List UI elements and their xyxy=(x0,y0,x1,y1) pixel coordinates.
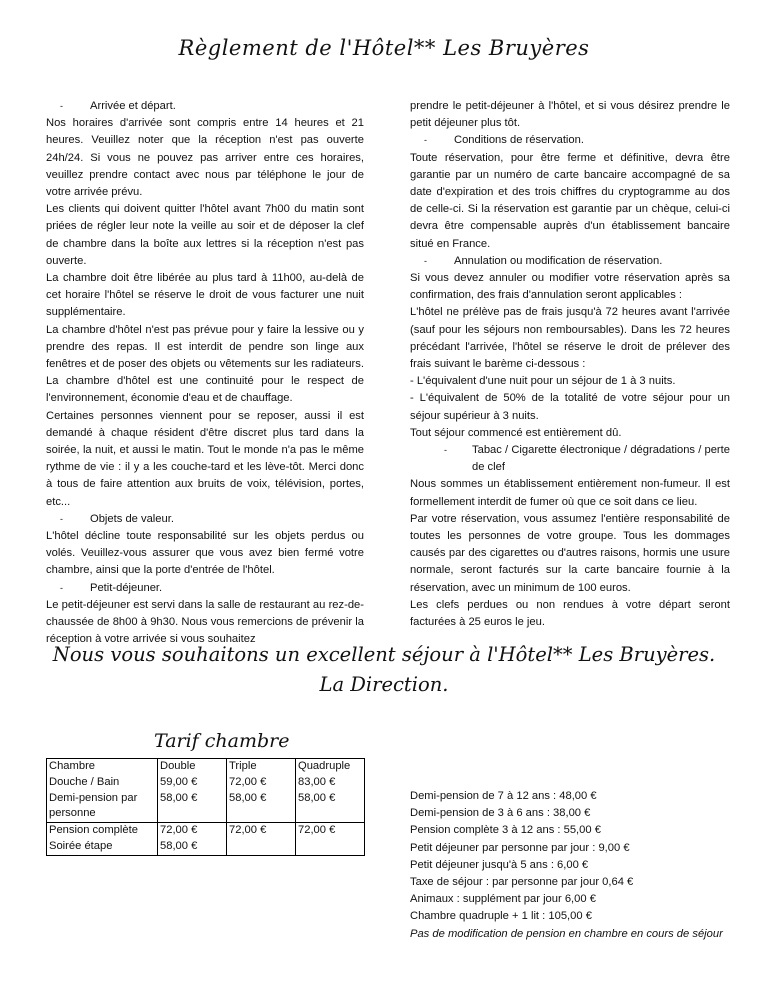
cell-line: 58,00 € xyxy=(160,839,198,852)
bullet-marker: - xyxy=(60,101,63,111)
table-cell xyxy=(296,759,365,823)
left-paragraph: L'hôtel décline toute responsabilité sur les objets perdus ou volés. Veuillez-vous assurer que vous avez bien fermé votre chambre, ainsi que la porte d'entrée de l'hôtel. xyxy=(46,530,364,577)
price-line: Chambre quadruple + 1 lit : 105,00 € xyxy=(410,910,592,923)
right-section-heading xyxy=(410,253,730,270)
right-paragraph: Si vous devez annuler ou modifier votre réservation après sa confirmation, des frais d'annulation seront applicables : xyxy=(410,272,730,302)
cell-line: 58,00 € xyxy=(229,791,267,804)
table-row xyxy=(47,823,365,856)
cell-line: 58,00 € xyxy=(160,791,198,804)
table-cell xyxy=(158,759,227,823)
cell-line: personne xyxy=(49,807,96,820)
cell-line: Pension complète xyxy=(49,824,138,837)
section-heading-text: Petit-déjeuner. xyxy=(90,581,163,594)
left-paragraph: Les clients qui doivent quitter l'hôtel avant 7h00 du matin sont priées de régler leur note la veille au soir et de déposer la clef de chambre dans la boîte aux lettres si la réception n'est pas ouverte. xyxy=(46,203,364,267)
closing-signature: La Direction. xyxy=(319,673,449,696)
price-line: Taxe de séjour : par personne par jour 0,64 € xyxy=(410,876,634,889)
bullet-marker: - xyxy=(60,582,63,593)
table-cell xyxy=(227,759,296,823)
tarif-title: Tarif chambre xyxy=(154,730,290,752)
left-paragraph: La chambre d'hôtel n'est pas prévue pour y faire la lessive ou y prendre des repas. Il est interdit de pendre son linge aux fenêtres et de poser des objets ou vêtements sur les radiateurs. La chambre d'hôtel est une continuité pour le respect de l'environnement, économie d'eau et de chauffage. xyxy=(46,323,364,405)
bullet-marker: - xyxy=(424,135,427,146)
section-heading-text: Conditions de réservation. xyxy=(454,134,584,147)
right-paragraph: L'hôtel ne prélève pas de frais jusqu'à 72 heures avant l'arrivée (sauf pour les séjours non remboursables). Dans les 72 heures précédant l'arrivée, l'hôtel se réserve le droit de prélever des frais suivant le barème ci-dessous : xyxy=(410,306,730,371)
right-paragraph: prendre le petit-déjeuner à l'hôtel, et si vous désirez prendre le petit déjeuner plus tôt. xyxy=(410,100,730,130)
cell-line: 58,00 € xyxy=(298,791,336,804)
pension-note: Pas de modification de pension en chambre en cours de séjour xyxy=(410,927,723,940)
cell-line: Chambre xyxy=(49,760,96,772)
right-paragraph: Nous sommes un établissement entièrement non-fumeur. Il est formellement interdit de fumer où que ce soit dans ce lieu. xyxy=(410,478,730,508)
cell-line: Triple xyxy=(229,760,257,772)
table-cell xyxy=(296,823,365,856)
section-heading-text: Arrivée et départ. xyxy=(90,100,176,112)
cell-line: 83,00 € xyxy=(298,775,336,788)
section-heading-text: Objets de valeur. xyxy=(90,512,174,525)
table-cell xyxy=(47,823,158,856)
price-line: Animaux : supplément par jour 6,00 € xyxy=(410,893,596,906)
left-paragraph: Certaines personnes viennent pour se reposer, aussi il est demandé à chaque résident d'être discret plus tard dans la soirée, la nuit, et aussi le matin. Tout le monde n'a pas le même rythme de vie : il y a les couche-tard et les lève-tôt. Merci donc à tous de faire attention aux bruits de voix, télévision, portes, etc... xyxy=(46,409,364,508)
left-section-heading xyxy=(46,98,364,115)
cell-line: 72,00 € xyxy=(298,824,336,837)
right-paragraph: Toute réservation, pour être ferme et définitive, devra être garantie par un numéro de carte bancaire accompagné de sa date d'expiration et des trois chiffres du cryptogramme au dos de celle-ci. Si la réservation est garantie par un chèque, celui-ci devra être compensable auprès d'un établissement bancaire situé en France. xyxy=(410,151,730,250)
left-section-heading xyxy=(46,580,364,597)
right-paragraph: Tout séjour commencé est entièrement dû. xyxy=(410,426,622,439)
section-heading-text: Annulation ou modification de réservation. xyxy=(454,254,663,267)
cell-line: Douche / Bain xyxy=(49,775,120,788)
section-heading-text: Tabac / Cigarette électronique / dégradations / perte de clef xyxy=(472,444,730,474)
left-paragraph: Nos horaires d'arrivée sont compris entre 14 heures et 21 heures. Veuillez noter que la réception n'est pas ouverte 24h/24. Si vous ne pouvez pas arriver entre ces horaires, veuillez prendre contact avec nous par téléphone le jour de votre arrivée prévu. xyxy=(46,117,364,199)
table-cell xyxy=(158,823,227,856)
closing-message xyxy=(0,640,768,700)
page-title: Règlement de l'Hôtel** Les Bruyères xyxy=(178,36,590,60)
cell-line: 72,00 € xyxy=(229,824,267,837)
right-paragraph: Les clefs perdues ou non rendues à votre départ seront facturées à 25 euros le jeu. xyxy=(410,598,730,629)
price-line: Demi-pension de 3 à 6 ans : 38,00 € xyxy=(410,807,591,820)
table-row xyxy=(47,759,365,823)
cell-line: Demi-pension par xyxy=(49,791,138,804)
price-line: Petit déjeuner par personne par jour : 9,00 € xyxy=(410,841,630,854)
right-paragraph: Par votre réservation, vous assumez l'entière responsabilité de toutes les personnes de votre groupe. Tous les dommages causés par des cigarettes ou d'autres raisons, hormis une usure normale, seront facturés sur la carte bancaire fournie à la réservation, avec un minimum de 100 euros. xyxy=(410,512,730,594)
cell-line: Quadruple xyxy=(298,760,351,772)
right-paragraph: - L'équivalent de 50% de la totalité de votre séjour pour un séjour supérieur à 3 nuits. xyxy=(410,392,730,422)
price-line: Pension complète 3 à 12 ans : 55,00 € xyxy=(410,824,601,837)
table-cell xyxy=(47,759,158,823)
right-column xyxy=(410,98,730,631)
bullet-marker: - xyxy=(444,445,447,456)
price-line: Petit déjeuner jusqu'à 5 ans : 6,00 € xyxy=(410,858,589,871)
left-paragraph: La chambre doit être libérée au plus tard à 11h00, au-delà de cet horaire l'hôtel se réserve le droit de vous facturer une nuit supplémentaire. xyxy=(46,272,364,319)
left-section-heading xyxy=(46,511,364,528)
bullet-marker: - xyxy=(424,255,427,266)
cell-line: 72,00 € xyxy=(229,775,267,788)
table-cell xyxy=(227,823,296,856)
tarif-table xyxy=(46,758,365,856)
cell-line: 72,00 € xyxy=(160,824,198,837)
extras-list xyxy=(410,788,730,943)
left-column xyxy=(46,98,364,649)
left-paragraph: Le petit-déjeuner est servi dans la salle de restaurant au rez-de-chaussée de 8h00 à 9h30. Nous vous remercions de prévenir la réception à votre arrivée si vous souhaitez xyxy=(46,598,364,646)
closing-line-1: Nous vous souhaitons un excellent séjour à l'Hôtel** Les Bruyères. xyxy=(52,643,716,666)
price-line: Demi-pension de 7 à 12 ans : 48,00 € xyxy=(410,790,597,802)
cell-line: Soirée étape xyxy=(49,839,113,852)
cell-line: 59,00 € xyxy=(160,775,198,788)
right-paragraph: - L'équivalent d'une nuit pour un séjour de 1 à 3 nuits. xyxy=(410,375,676,388)
right-section-heading xyxy=(410,132,730,149)
cell-line: Double xyxy=(160,760,196,772)
right-section-heading xyxy=(410,442,730,476)
bullet-marker: - xyxy=(60,513,63,524)
